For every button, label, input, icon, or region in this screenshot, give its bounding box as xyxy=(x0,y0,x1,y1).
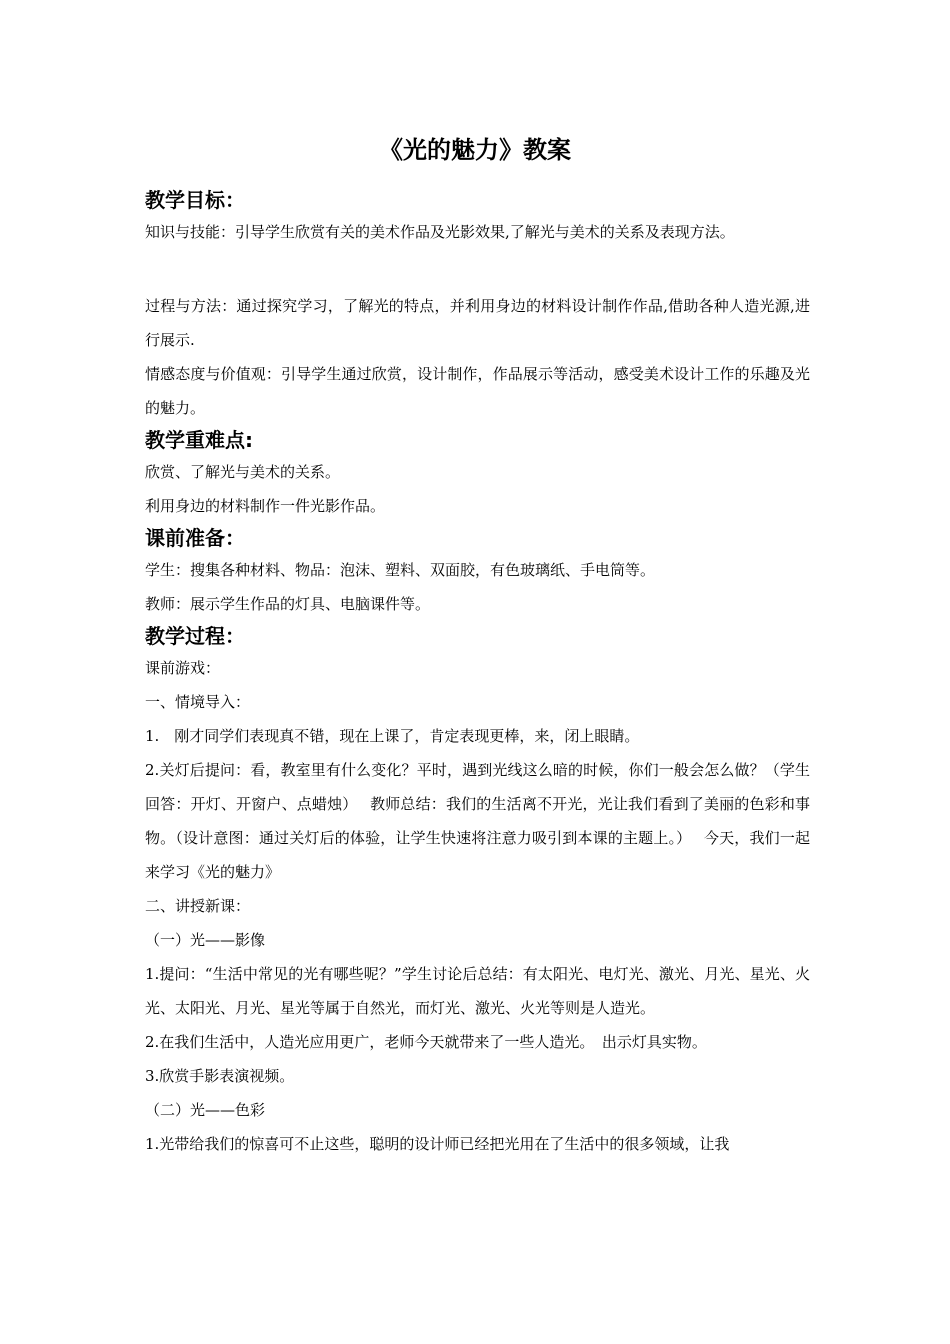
preparation-teacher: 教师：展示学生作品的灯具、电脑课件等。 xyxy=(145,595,431,613)
objective-process: 过程与方法：通过探究学习，了解光的特点，并利用身边的材料设计制作作品,借助各种人造光源,进行展示. xyxy=(145,297,810,349)
section-heading-preparation: 课前准备： xyxy=(145,526,245,550)
process-paragraph: 1. 刚才同学们表现真不错，现在上课了，肯定表现更棒，来，闭上眼睛。 xyxy=(145,727,640,745)
process-part1-title: 一、情境导入： xyxy=(145,693,251,711)
process-paragraph: 1.光带给我们的惊喜可不止这些，聪明的设计师已经把光用在了生活中的很多领域，让我 xyxy=(145,1135,730,1153)
spacer xyxy=(145,249,810,289)
key-point-item: 欣赏、了解光与美术的关系。 xyxy=(145,463,341,481)
page-title: 《光的魅力》教案 xyxy=(379,136,571,164)
process-paragraph: 2.在我们生活中，人造光应用更广，老师今天就带来了一些人造光。 出示灯具实物。 xyxy=(145,1033,707,1051)
preparation-students: 学生：搜集各种材料、物品：泡沫、塑料、双面胶，有色玻璃纸、手电筒等。 xyxy=(145,561,656,579)
process-sub1-title: （一）光——影像 xyxy=(145,931,266,949)
section-heading-key-points: 教学重难点: xyxy=(145,428,253,452)
key-point-item: 利用身边的材料制作一件光影作品。 xyxy=(145,497,386,515)
section-heading-objectives: 教学目标： xyxy=(145,188,245,212)
process-paragraph: 1.提问：“生活中常见的光有哪些呢？”学生讨论后总结：有太阳光、电灯光、激光、月光、星光、火光、太阳光、月光、星光等属于自然光，而灯光、激光、火光等则是人造光。 xyxy=(145,965,810,1017)
objective-knowledge: 知识与技能：引导学生欣赏有关的美术作品及光影效果,了解光与美术的关系及表现方法。 xyxy=(145,223,735,241)
document-body xyxy=(145,185,810,1161)
process-game: 课前游戏： xyxy=(145,659,221,677)
process-paragraph: 3.欣赏手影表演视频。 xyxy=(145,1067,295,1085)
process-sub2-title: （二）光——色彩 xyxy=(145,1101,266,1119)
process-part2-title: 二、讲授新课： xyxy=(145,897,251,915)
section-heading-process: 教学过程： xyxy=(145,624,245,648)
objective-emotion: 情感态度与价值观：引导学生通过欣赏，设计制作，作品展示等活动，感受美术设计工作的乐趣及光的魅力。 xyxy=(145,365,810,417)
process-paragraph: 2.关灯后提问：看，教室里有什么变化？平时，遇到光线这么暗的时候，你们一般会怎么做？（学生回答：开灯、开窗户、点蜡烛） 教师总结：我们的生活离不开光，光让我们看到了美丽的色彩和事物。（设计意图：通过关灯后的体验，让学生快速将注意力吸引到本课的主题上。） 今天，我们一起来学习《光的魅力》 xyxy=(145,761,810,881)
